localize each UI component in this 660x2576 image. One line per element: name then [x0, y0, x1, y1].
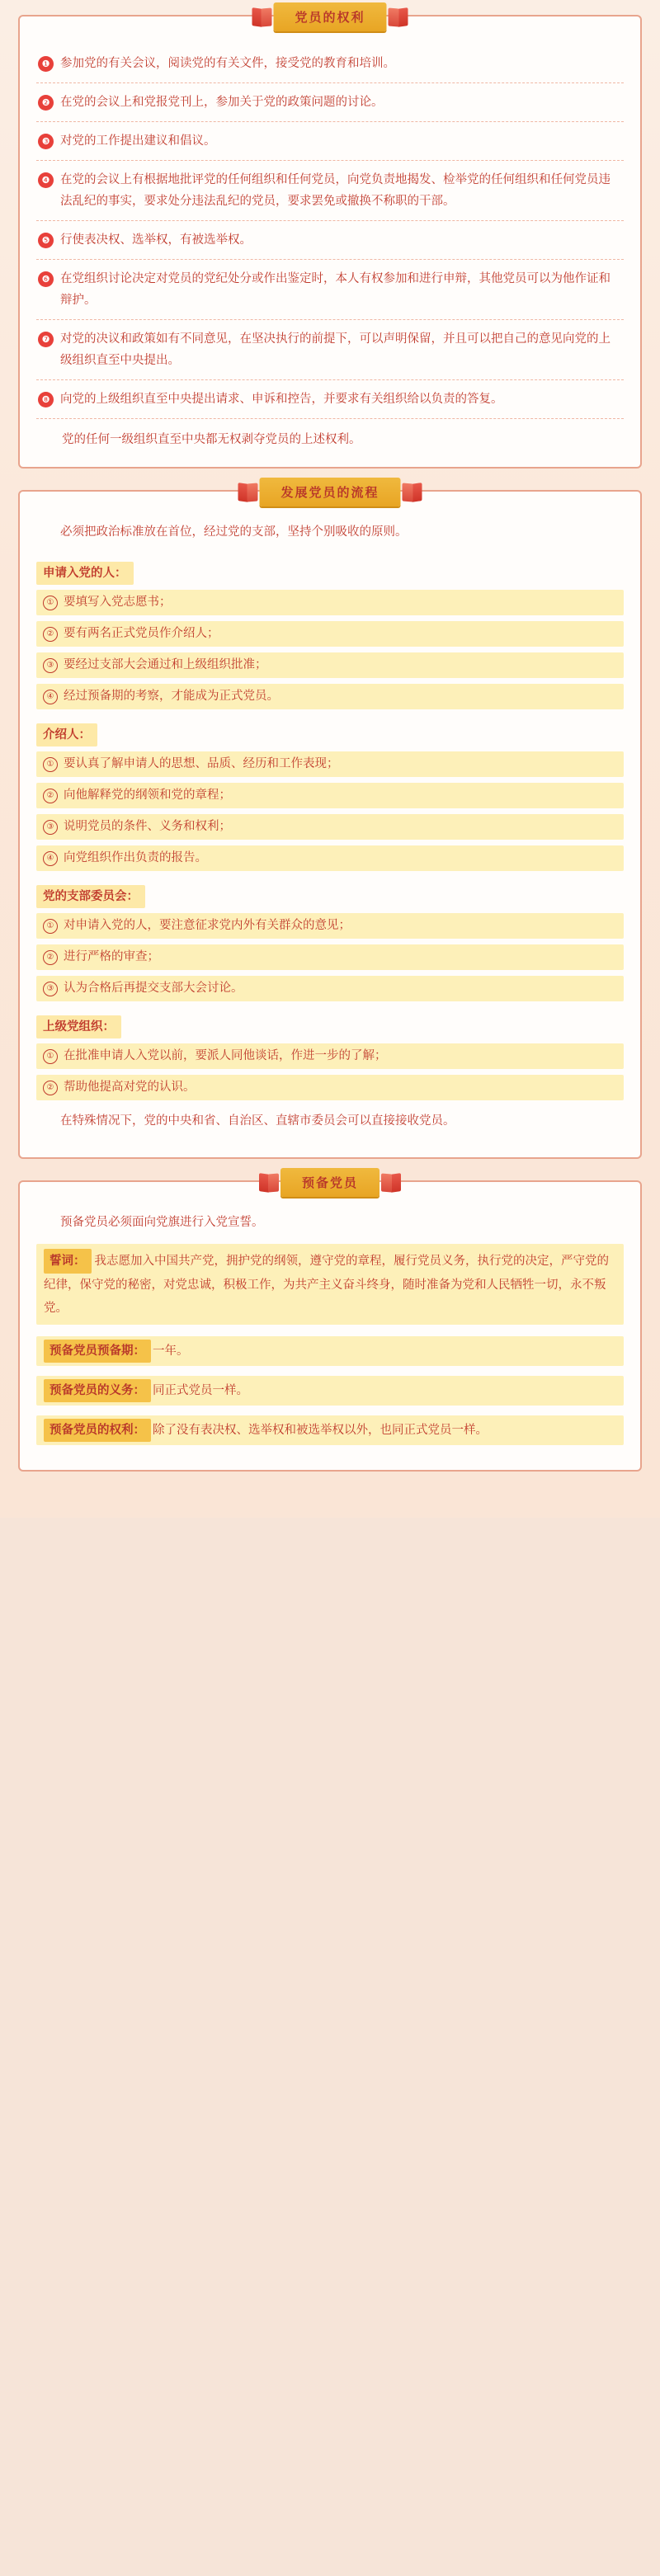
section-outro: 在特殊情况下，党的中央和省、自治区、直辖市委员会可以直接接收党员。: [60, 1114, 455, 1128]
item-number: ①: [43, 596, 58, 610]
item-number: ②: [43, 627, 58, 642]
section-intro: 预备党员必须面向党旗进行入党宣誓。: [60, 1216, 264, 1229]
section-title: 党员的权利: [273, 2, 386, 31]
book-icon: [387, 5, 408, 30]
group-title: 党的支部委员会：: [36, 885, 145, 908]
item-number: ②: [43, 1081, 58, 1095]
item-text: 向党的上级组织直至中央提出请求、申诉和控告，并要求有关组织给以负责的答复。: [60, 393, 503, 406]
list-item: [36, 379, 624, 418]
list-item: [36, 590, 624, 615]
item-number: ④: [43, 690, 58, 704]
item-number: ①: [43, 757, 58, 772]
item-text: 在批准申请人入党以前，要派人同他谈话，作进一步的了解；: [64, 1049, 387, 1062]
item-number: ④: [43, 851, 58, 866]
item-text: 认为合格后再提交支部大会讨论。: [64, 982, 243, 995]
list-item: [36, 259, 624, 319]
note-probation-period: [36, 1336, 624, 1366]
item-text: 说明党员的条件、义务和权利；: [64, 820, 231, 833]
list-item: [36, 652, 624, 678]
book-icon: [238, 480, 259, 505]
item-text: 对党的工作提出建议和倡议。: [60, 134, 216, 148]
item-text: 在党组织讨论决定对党员的党纪处分或作出鉴定时，本人有权参加和进行申辩，其他党员可以为他作证和辩护。: [60, 272, 610, 307]
item-text: 在党的会议上和党报党刊上，参加关于党的政策问题的讨论。: [60, 96, 384, 109]
item-text: 对申请入党的人，要注意征求党内外有关群众的意见；: [64, 919, 351, 932]
item-number: ③: [43, 820, 58, 835]
item-text: 行使表决权、选举权，有被选举权。: [60, 233, 252, 247]
list-item: [36, 220, 624, 259]
item-text: 要填写入党志愿书；: [64, 596, 172, 609]
note-probation-duties: [36, 1376, 624, 1406]
item-number: ③: [43, 658, 58, 673]
item-text: 参加党的有关会议，阅读党的有关文件，接受党的教育和培训。: [60, 57, 395, 70]
item-number: ❶: [38, 56, 54, 72]
section-title: 发展党员的流程: [259, 478, 400, 506]
item-number: ❼: [38, 332, 54, 347]
section-rights: [18, 11, 642, 469]
list-item: [36, 913, 624, 939]
group-title: 上级党组织：: [36, 1015, 121, 1038]
book-icon: [380, 1170, 401, 1195]
item-text: 向他解释党的纲领和党的章程；: [64, 789, 231, 802]
item-number: ③: [43, 982, 58, 996]
section-banner-rights: [252, 2, 408, 31]
item-number: ❸: [38, 134, 54, 149]
note-text: 同正式党员一样。: [153, 1384, 248, 1397]
list-item: [36, 845, 624, 871]
book-icon: [259, 1170, 280, 1195]
note-probation-rights: [36, 1415, 624, 1445]
item-text: 帮助他提高对党的认识。: [64, 1081, 196, 1094]
section-process: [18, 486, 642, 1159]
list-item: [36, 319, 624, 379]
book-icon: [401, 480, 422, 505]
oath-text: 我志愿加入中国共产党，拥护党的纲领，遵守党的章程，履行党员义务，执行党的决定，严守党的纪律，保守党的秘密，对党忠诚，积极工作，为共产主义奋斗终身，随时准备为党和人民牺牲一切，永不叛党。: [44, 1255, 609, 1315]
list-item: [36, 121, 624, 160]
item-number: ❹: [38, 172, 54, 188]
section-title: 预备党员: [280, 1168, 380, 1197]
section-banner-probationary: [259, 1168, 401, 1197]
item-text: 在党的会议上有根据地批评党的任何组织和任何党员，向党负责地揭发、检举党的任何组织和任何党员违法乱纪的事实，要求处分违法乱纪的党员，要求罢免或撤换不称职的干部。: [60, 173, 610, 208]
list-item: [36, 82, 624, 121]
list-item: [36, 976, 624, 1001]
note-label: 预备党员预备期：: [44, 1340, 151, 1363]
list-item: [36, 160, 624, 220]
section-banner-process: [238, 478, 422, 506]
item-number: ②: [43, 789, 58, 803]
section-intro: 必须把政治标准放在首位，经过党的支部，坚持个别吸收的原则。: [60, 525, 408, 539]
item-text: 对党的决议和政策如有不同意见，在坚决执行的前提下，可以声明保留，并且可以把自己的意见向党的上级组织直至中央提出。: [60, 332, 610, 367]
list-item: [36, 45, 624, 82]
group-title: 介绍人：: [36, 723, 97, 746]
note-text: 除了没有表决权、选举权和被选举权以外，也同正式党员一样。: [153, 1424, 488, 1437]
item-number: ❻: [38, 271, 54, 287]
list-item: [36, 814, 624, 840]
item-number: ①: [43, 1049, 58, 1064]
note-label: 预备党员的权利：: [44, 1419, 151, 1442]
oath-box: [36, 1244, 624, 1325]
list-item: [36, 684, 624, 709]
note-label: 预备党员的义务：: [44, 1379, 151, 1402]
section-closing-text: 党的任何一级组织直至中央都无权剥夺党员的上述权利。: [36, 418, 624, 452]
item-text: 经过预备期的考察，才能成为正式党员。: [64, 690, 279, 703]
item-text: 进行严格的审查；: [64, 950, 159, 963]
oath-label: 誓词：: [44, 1249, 92, 1274]
list-item: [36, 944, 624, 970]
list-item: [36, 783, 624, 808]
list-item: [36, 751, 624, 777]
item-text: 要认真了解申请人的思想、品质、经历和工作表现；: [64, 757, 339, 770]
item-text: 向党组织作出负责的报告。: [64, 851, 207, 864]
section-probationary: [18, 1176, 642, 1472]
item-text: 要经过支部大会通过和上级组织批准；: [64, 658, 267, 671]
book-icon: [252, 5, 273, 30]
list-item: [36, 621, 624, 647]
group-title: 申请入党的人：: [36, 562, 134, 585]
item-number: ❺: [38, 233, 54, 248]
item-text: 要有两名正式党员作介绍人；: [64, 627, 219, 640]
list-item: [36, 1075, 624, 1100]
item-number: ❷: [38, 95, 54, 111]
item-number: ①: [43, 919, 58, 934]
note-text: 一年。: [153, 1345, 189, 1358]
list-item: [36, 1043, 624, 1069]
item-number: ②: [43, 950, 58, 965]
item-number: ❽: [38, 392, 54, 407]
